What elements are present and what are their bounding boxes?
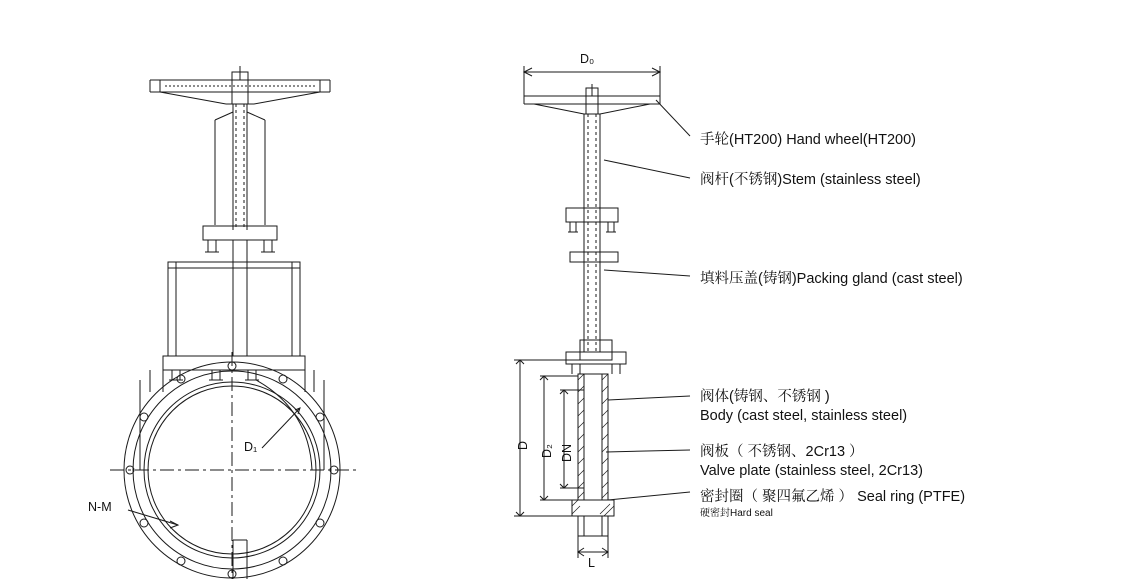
- callout-leaders: [604, 100, 690, 500]
- left-d1-leader: [262, 408, 300, 448]
- dim-d0: D₀: [580, 52, 595, 66]
- left-yoke: [203, 226, 277, 262]
- left-hand-wheel: [150, 66, 330, 104]
- left-gate-sweep: [233, 380, 312, 579]
- right-hand-wheel: [524, 84, 660, 114]
- callout-body-en: Body (cast steel, stainless steel): [700, 408, 908, 424]
- callout-stem: 阀杆(不锈钢)Stem (stainless steel): [700, 172, 921, 188]
- right-d-dimension: [514, 360, 584, 516]
- dim-d2: D₂: [540, 444, 554, 458]
- dim-d1: D₁: [244, 440, 258, 454]
- right-yoke: [566, 208, 618, 262]
- right-stem: [584, 114, 600, 352]
- dim-l: L: [588, 556, 595, 570]
- callout-body-cn: 阀体(铸钢、不锈钢 ): [700, 389, 830, 405]
- callout-hand-wheel: 手轮(HT200) Hand wheel(HT200): [700, 132, 916, 148]
- dim-n-m: N-M: [88, 500, 112, 514]
- dim-d: D: [516, 440, 530, 450]
- callout-hard-seal: 硬密封Hard seal: [700, 508, 773, 519]
- right-packing-gland: [566, 340, 626, 374]
- right-l-dimension: [578, 536, 608, 558]
- callout-packing-gland: 填料压盖(铸钢)Packing gland (cast steel): [700, 271, 963, 287]
- callout-valve-plate-en: Valve plate (stainless steel, 2Cr13): [700, 463, 923, 479]
- callout-seal-ring: 密封圈（ 聚四氟乙烯 ） Seal ring (PTFE): [700, 489, 966, 505]
- callout-valve-plate-cn: 阀板（ 不锈钢、2Cr13 ）: [700, 444, 864, 460]
- right-d2-dimension: [540, 376, 578, 500]
- left-stem: [215, 104, 265, 230]
- dim-dn: DN: [560, 443, 574, 462]
